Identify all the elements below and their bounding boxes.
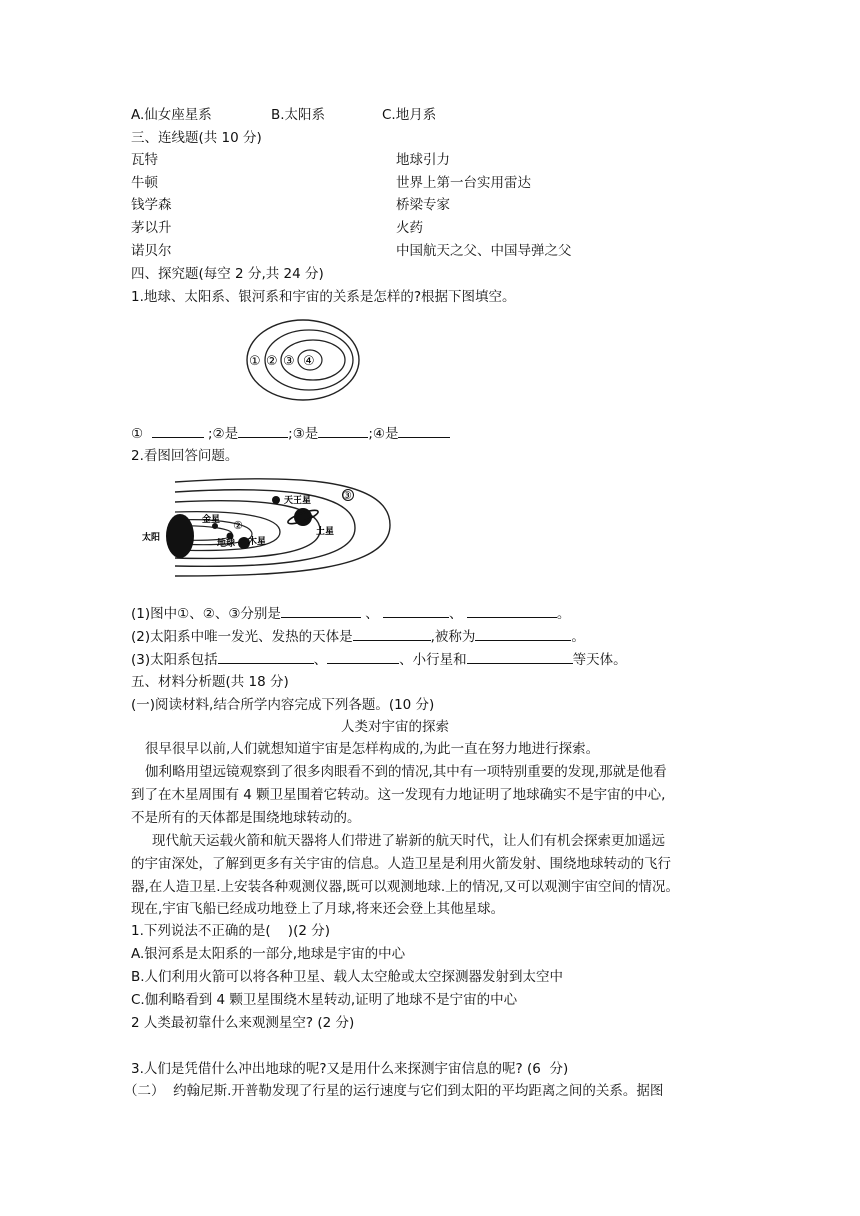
answer-blank-2[interactable] — [238, 423, 288, 438]
section4-title: 四、探究题(每空 2 分,共 24 分) — [131, 266, 324, 282]
article-title: 人类对宇宙的探索 — [341, 719, 449, 735]
q4-1-text: 1.地球、太阳系、银河系和宇宙的关系是怎样的?根据下图填空。 — [131, 289, 516, 305]
answer-blank-5[interactable] — [281, 603, 361, 618]
solar-system-figure — [140, 470, 400, 590]
blank-label-4: ;④是 — [368, 426, 399, 442]
match-left-1: 瓦特 — [131, 152, 158, 168]
article-p3-3: 器,在人造卫星.上安装各种观测仪器,既可以观测地球.上的情况,又可以观测宇宙空间的情况。 — [131, 879, 679, 895]
q5-2-text: 2 人类最初靠什么来观测星空? (2 分) — [131, 1015, 355, 1031]
label-saturn: 土星 — [316, 527, 335, 537]
q5-1-option-b: B.人们利用火箭可以将各种卫星、载人太空舱或太空探测器发射到太空中 — [131, 969, 564, 985]
section5-part2: （二） 约翰尼斯.开普勒发现了行星的运行速度与它们到太阳的平均距离之间的关系。据图 — [124, 1083, 664, 1099]
match-right-3: 桥梁专家 — [396, 197, 450, 213]
article-p2-1: 伽利略用望远镜观察到了很多肉眼看不到的情况,其中有一项特别重要的发现,那就是他看 — [145, 764, 667, 780]
answer-blank-6[interactable] — [383, 603, 449, 618]
label-earth: 地球 — [217, 539, 236, 549]
q4-2-3 — [131, 649, 627, 670]
fig1-label-2: ② — [266, 354, 278, 369]
answer-blank-7[interactable] — [467, 603, 557, 618]
match-right-4: 火药 — [396, 220, 423, 236]
choice-b: B.太阳系 — [271, 107, 326, 123]
sep-1: 、 — [365, 606, 379, 622]
blank-label-2: ;②是 — [208, 426, 239, 442]
answer-blank-8[interactable] — [353, 626, 431, 641]
q4-2-2-mid: ,被称为 — [430, 629, 476, 645]
fig1-label-1: ① — [249, 354, 261, 369]
blank-label-1: ① — [131, 426, 144, 442]
article-p1: 很早很早以前,人们就想知道宇宙是怎样构成的,为此一直在努力地进行探索。 — [145, 741, 600, 757]
label-sun: 太阳 — [142, 533, 161, 543]
q4-2-3-mid: 、小行星和 — [399, 652, 467, 668]
q4-1-blanks — [131, 423, 450, 444]
choice-c: C.地月系 — [382, 107, 437, 123]
section3-title: 三、连线题(共 10 分) — [131, 130, 262, 146]
sep-2: 、 — [449, 606, 463, 622]
q4-2-3-end: 等天体。 — [572, 652, 627, 668]
article-p2-3: 不是所有的天体都是围绕地球转动的。 — [131, 810, 361, 826]
q4-2-1-text: (1)图中①、②、③分别是 — [131, 606, 281, 622]
fig1-label-4: ④ — [303, 354, 315, 369]
q4-2-text: 2.看图回答问题。 — [131, 448, 239, 464]
marker-3: ③ — [342, 489, 352, 502]
section5-part1: (一)阅读材料,结合所学内容完成下列各题。(10 分) — [131, 697, 435, 713]
match-right-2: 世界上第一台实用雷达 — [396, 175, 531, 191]
end-2: 。 — [571, 629, 585, 645]
match-left-2: 牛顿 — [131, 175, 158, 191]
q4-2-3-text: (3)太阳系包括 — [131, 652, 218, 668]
blank-label-3: ;③是 — [288, 426, 319, 442]
answer-blank-12[interactable] — [467, 649, 573, 664]
end-1: 。 — [556, 606, 571, 622]
q4-2-3-sep: 、 — [313, 652, 328, 668]
article-p3-4: 现在,宇宙飞船已经成功地登上了月球,将来还会登上其他星球。 — [131, 901, 505, 917]
match-right-5: 中国航天之父、中国导弹之父 — [396, 243, 572, 259]
q5-1-option-c: C.伽利略看到 4 颗卫星围绕木星转动,证明了地球不是宁宙的中心 — [131, 992, 518, 1008]
q5-1-text: 1.下列说法不正确的是( )(2 分) — [131, 923, 330, 939]
choice-a: A.仙女座星系 — [131, 107, 212, 123]
section5-title: 五、材料分析题(共 18 分) — [131, 674, 289, 690]
article-p3-1: 现代航天运载火箭和航天器将人们带进了崭新的航天时代，让人们有机会探索更加遥远 — [152, 833, 665, 849]
answer-blank-9[interactable] — [475, 626, 571, 641]
match-left-4: 茅以升 — [131, 220, 172, 236]
label-jupiter: 木星 — [248, 537, 267, 547]
answer-blank-10[interactable] — [218, 649, 314, 664]
match-right-1: 地球引力 — [396, 152, 450, 168]
fig1-label-3: ③ — [283, 354, 295, 369]
article-p2-2: 到了在木星周围有 4 颗卫星围着它转动。这一发现有力地证明了地球确实不是宇宙的中心, — [131, 787, 666, 803]
q4-2-2-text: (2)太阳系中唯一发光、发热的天体是 — [131, 629, 353, 645]
nested-ellipses-figure — [245, 318, 365, 403]
match-left-3: 钱学森 — [131, 197, 172, 213]
answer-blank-4[interactable] — [398, 423, 450, 438]
q4-2-2 — [131, 626, 585, 647]
answer-blank-11[interactable] — [327, 649, 399, 664]
label-venus: 金星 — [202, 515, 221, 525]
q4-2-1 — [131, 603, 570, 624]
article-p3-2: 的宇宙深处，了解到更多有关宇宙的信息。人造卫星是利用火箭发射、围绕地球转动的飞行 — [131, 856, 671, 872]
match-left-5: 诺贝尔 — [131, 243, 172, 259]
answer-blank-1[interactable] — [152, 423, 204, 438]
q5-1-option-a: A.银河系是太阳系的一部分,地球是宇宙的中心 — [131, 946, 406, 962]
answer-blank-3[interactable] — [318, 423, 368, 438]
label-uranus: 天王星 — [284, 496, 312, 506]
marker-2: ② — [233, 519, 243, 532]
q5-3-text: 3.人们是凭借什么冲出地球的呢?又是用什么来探测宇宙信息的呢? (6 分) — [131, 1061, 569, 1077]
